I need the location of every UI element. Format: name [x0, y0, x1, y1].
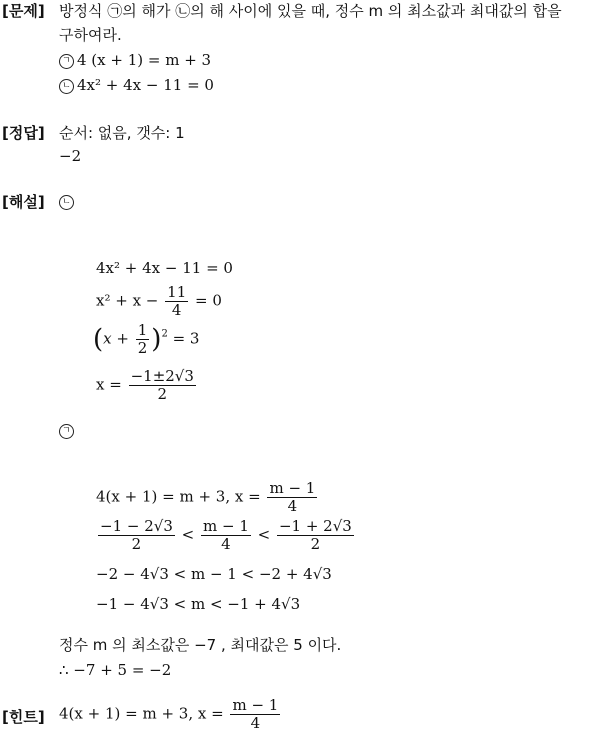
step2-numerator: 11: [167, 283, 187, 301]
hint-denominator: 4: [250, 714, 261, 732]
problem-label: [문제]: [2, 2, 45, 20]
step3-denominator: 2: [137, 339, 148, 357]
solution-a-step1: [96, 480, 319, 515]
a-step2-num2: m − 1: [202, 517, 249, 535]
equation-marker-a: ㄱ: [59, 54, 74, 69]
solution-marker-a: ㄱ: [59, 421, 77, 439]
a-step2-fraction-right: [277, 518, 354, 553]
a-step1-left: 4(x + 1) = m + 3, x =: [96, 487, 261, 506]
a-step2-num3: −1 + 2√3: [278, 517, 352, 535]
solution-step1: 4x² + 4x − 11 = 0: [96, 259, 233, 277]
problem-text-line2: 구하여라.: [59, 26, 122, 44]
step4-fraction: [129, 368, 196, 403]
solution-therefore: ∴ −7 + 5 = −2: [59, 661, 172, 679]
solution-label: [해설]: [2, 193, 45, 211]
answer-line2: −2: [59, 147, 82, 165]
hint-label: [힌트]: [2, 708, 45, 726]
step3-numerator: 1: [137, 321, 148, 339]
a-step2-den3: 2: [310, 535, 321, 553]
step2-right: = 0: [195, 291, 222, 310]
solution-a-step2: $\frac{-1 - 2√3}{2}$ < $\frac{m - 1}{4}$ < $\frac{-1 + 2√3}{2}$: [100, 517, 352, 553]
a-step2-fraction-mid: [201, 518, 251, 553]
hint-left: 4(x + 1) = m + 3, x =: [59, 704, 224, 723]
equation-b: [59, 76, 214, 94]
equation-a-text: 4 (x + 1) = m + 3: [77, 51, 212, 69]
hint-equation: [59, 697, 282, 732]
step2-left: x² + x −: [96, 291, 159, 310]
answer-line1: 순서: 없음, 갯수: 1: [59, 124, 185, 142]
solution-a-step3: −2 − 4√3 < m − 1 < −2 + 4√3: [96, 565, 332, 583]
step2-denominator: 4: [171, 301, 182, 319]
a-step1-fraction: [267, 480, 317, 515]
solution-step4: [96, 368, 198, 403]
a-step1-denominator: 4: [287, 497, 298, 515]
a-step2-den1: 2: [131, 535, 142, 553]
hint-fraction: [230, 697, 280, 732]
equation-marker-b: ㄴ: [59, 79, 74, 94]
step4-numerator: −1±2√3: [130, 367, 194, 385]
equation-a: [59, 51, 211, 69]
answer-label: [정답]: [2, 124, 45, 142]
solution-marker-b: ㄴ: [59, 192, 77, 210]
equation-b-text: 4x² + 4x − 11 = 0: [77, 76, 214, 94]
solution-conclusion: 정수 m 의 최소값은 −7 , 최대값은 5 이다.: [59, 636, 342, 654]
solution-a-step4: −1 − 4√3 < m < −1 + 4√3: [96, 595, 301, 613]
step4-left: x =: [96, 375, 122, 394]
a-step2-den2: 4: [221, 535, 231, 553]
step4-denominator: 2: [157, 385, 168, 403]
a-step2-fraction-left: [98, 518, 175, 553]
problem-text-line1: 방정식 ㉠의 해가 ㉡의 해 사이에 있을 때, 정수 m 의 최소값과 최대값의 합을: [59, 2, 562, 20]
step2-fraction: [165, 284, 188, 319]
step3-fraction: [136, 322, 150, 357]
step3-right: = 3: [172, 329, 200, 348]
a-step1-numerator: m − 1: [269, 479, 316, 497]
hint-numerator: m − 1: [232, 696, 279, 714]
solution-step3: (x + $\frac{1}{2}$ )$^2$ = 3: [93, 321, 200, 357]
solution-step2: [96, 284, 222, 319]
a-step2-num1: −1 − 2√3: [100, 517, 173, 535]
